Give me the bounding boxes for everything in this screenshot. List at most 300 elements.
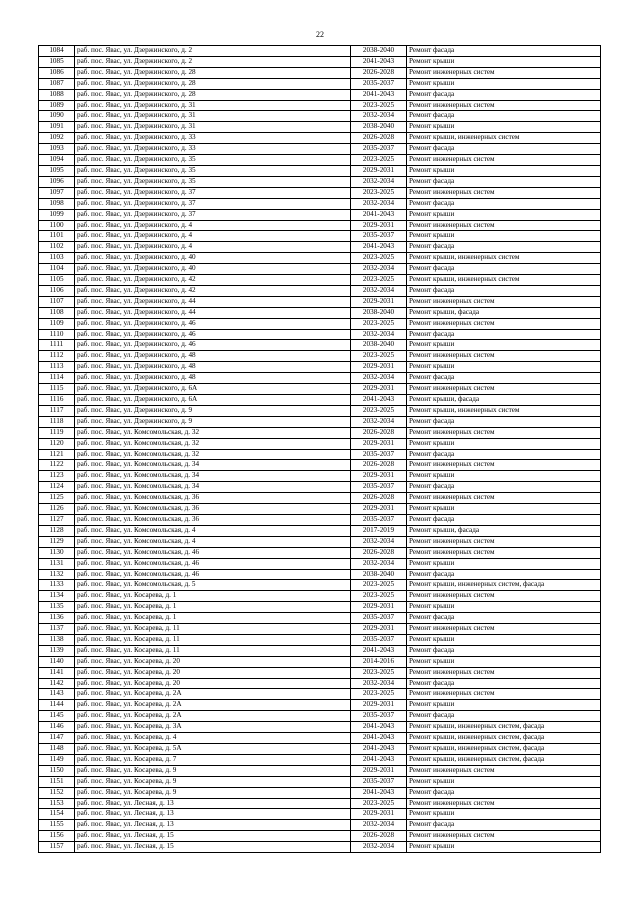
row-number: 1149 [39, 754, 75, 765]
row-number: 1093 [39, 144, 75, 155]
table-row [39, 176, 601, 187]
address-cell: раб. пос. Явас, ул. Дзержинского, д. 42 [75, 285, 351, 296]
work-type-cell: Ремонт инженерных систем [407, 155, 601, 166]
address-cell: раб. пос. Явас, ул. Лесная, д. 15 [75, 831, 351, 842]
table-row [39, 405, 601, 416]
work-type-cell: Ремонт фасада [407, 242, 601, 253]
address-cell: раб. пос. Явас, ул. Косарева, д. 9 [75, 787, 351, 798]
period-cell: 2041-2043 [351, 395, 407, 406]
work-type-cell: Ремонт инженерных систем [407, 536, 601, 547]
table-row [39, 460, 601, 471]
row-number: 1099 [39, 209, 75, 220]
table-row [39, 591, 601, 602]
address-cell: раб. пос. Явас, ул. Дзержинского, д. 9 [75, 416, 351, 427]
address-cell: раб. пос. Явас, ул. Дзержинского, д. 2 [75, 46, 351, 57]
row-number: 1104 [39, 264, 75, 275]
table-row [39, 165, 601, 176]
row-number: 1155 [39, 820, 75, 831]
table-row [39, 427, 601, 438]
row-number: 1092 [39, 133, 75, 144]
row-number: 1146 [39, 722, 75, 733]
table-row [39, 155, 601, 166]
row-number: 1094 [39, 155, 75, 166]
period-cell: 2032-2034 [351, 842, 407, 853]
period-cell: 2026-2028 [351, 493, 407, 504]
work-type-cell: Ремонт крыши [407, 362, 601, 373]
work-type-cell: Ремонт фасада [407, 111, 601, 122]
work-type-cell: Ремонт крыши, инженерных систем, фасада [407, 580, 601, 591]
table-row [39, 253, 601, 264]
table-row [39, 373, 601, 384]
table-row [39, 831, 601, 842]
period-cell: 2029-2031 [351, 765, 407, 776]
period-cell: 2014-2016 [351, 656, 407, 667]
period-cell: 2029-2031 [351, 438, 407, 449]
address-cell: раб. пос. Явас, ул. Комсомольская, д. 36 [75, 514, 351, 525]
work-type-cell: Ремонт крыши [407, 602, 601, 613]
period-cell: 2029-2031 [351, 165, 407, 176]
table-row [39, 416, 601, 427]
work-type-cell: Ремонт крыши, фасада [407, 395, 601, 406]
address-cell: раб. пос. Явас, ул. Дзержинского, д. 31 [75, 100, 351, 111]
period-cell: 2035-2037 [351, 634, 407, 645]
table-row [39, 645, 601, 656]
address-cell: раб. пос. Явас, ул. Дзержинского, д. 33 [75, 144, 351, 155]
table-row [39, 765, 601, 776]
row-number: 1086 [39, 67, 75, 78]
table-row [39, 144, 601, 155]
period-cell: 2032-2034 [351, 558, 407, 569]
row-number: 1107 [39, 296, 75, 307]
row-number: 1153 [39, 798, 75, 809]
row-number: 1087 [39, 78, 75, 89]
table-row [39, 46, 601, 57]
table-row [39, 307, 601, 318]
address-cell: раб. пос. Явас, ул. Косарева, д. 3А [75, 722, 351, 733]
work-type-cell: Ремонт фасада [407, 46, 601, 57]
table-row [39, 744, 601, 755]
work-type-cell: Ремонт крыши [407, 558, 601, 569]
row-number: 1144 [39, 700, 75, 711]
period-cell: 2023-2025 [351, 253, 407, 264]
period-cell: 2026-2028 [351, 831, 407, 842]
work-type-cell: Ремонт крыши [407, 656, 601, 667]
period-cell: 2041-2043 [351, 56, 407, 67]
period-cell: 2041-2043 [351, 744, 407, 755]
work-type-cell: Ремонт крыши, инженерных систем [407, 405, 601, 416]
period-cell: 2032-2034 [351, 373, 407, 384]
table-row [39, 580, 601, 591]
address-cell: раб. пос. Явас, ул. Косарева, д. 1 [75, 613, 351, 624]
period-cell: 2023-2025 [351, 318, 407, 329]
period-cell: 2023-2025 [351, 689, 407, 700]
row-number: 1090 [39, 111, 75, 122]
row-number: 1141 [39, 667, 75, 678]
table-row [39, 820, 601, 831]
address-cell: раб. пос. Явас, ул. Дзержинского, д. 2 [75, 56, 351, 67]
row-number: 1120 [39, 438, 75, 449]
row-number: 1123 [39, 471, 75, 482]
work-type-cell: Ремонт фасада [407, 449, 601, 460]
row-number: 1150 [39, 765, 75, 776]
address-cell: раб. пос. Явас, ул. Косарева, д. 20 [75, 678, 351, 689]
table-row [39, 89, 601, 100]
period-cell: 2038-2040 [351, 307, 407, 318]
row-number: 1133 [39, 580, 75, 591]
table-row [39, 56, 601, 67]
table-row [39, 285, 601, 296]
period-cell: 2038-2040 [351, 340, 407, 351]
row-number: 1143 [39, 689, 75, 700]
address-cell: раб. пос. Явас, ул. Комсомольская, д. 4 [75, 525, 351, 536]
period-cell: 2032-2034 [351, 111, 407, 122]
row-number: 1128 [39, 525, 75, 536]
work-type-cell: Ремонт фасада [407, 89, 601, 100]
period-cell: 2038-2040 [351, 569, 407, 580]
period-cell: 2023-2025 [351, 798, 407, 809]
period-cell: 2035-2037 [351, 449, 407, 460]
row-number: 1106 [39, 285, 75, 296]
period-cell: 2041-2043 [351, 645, 407, 656]
row-number: 1132 [39, 569, 75, 580]
address-cell: раб. пос. Явас, ул. Комсомольская, д. 36 [75, 493, 351, 504]
table-row [39, 362, 601, 373]
work-type-cell: Ремонт инженерных систем [407, 831, 601, 842]
period-cell: 2041-2043 [351, 733, 407, 744]
row-number: 1140 [39, 656, 75, 667]
row-number: 1116 [39, 395, 75, 406]
table-row [39, 275, 601, 286]
work-type-cell: Ремонт фасада [407, 569, 601, 580]
table-body [39, 46, 601, 853]
period-cell: 2032-2034 [351, 176, 407, 187]
work-type-cell: Ремонт фасада [407, 264, 601, 275]
address-cell: раб. пос. Явас, ул. Комсомольская, д. 32 [75, 449, 351, 460]
work-type-cell: Ремонт крыши [407, 634, 601, 645]
period-cell: 2029-2031 [351, 362, 407, 373]
row-number: 1157 [39, 842, 75, 853]
work-type-cell: Ремонт крыши [407, 231, 601, 242]
row-number: 1134 [39, 591, 75, 602]
row-number: 1125 [39, 493, 75, 504]
period-cell: 2023-2025 [351, 667, 407, 678]
work-type-cell: Ремонт инженерных систем [407, 100, 601, 111]
work-type-cell: Ремонт крыши [407, 809, 601, 820]
work-type-cell: Ремонт фасада [407, 176, 601, 187]
row-number: 1135 [39, 602, 75, 613]
address-cell: раб. пос. Явас, ул. Дзержинского, д. 37 [75, 187, 351, 198]
table-row [39, 133, 601, 144]
address-cell: раб. пос. Явас, ул. Комсомольская, д. 32 [75, 438, 351, 449]
period-cell: 2026-2028 [351, 547, 407, 558]
row-number: 1084 [39, 46, 75, 57]
work-type-cell: Ремонт крыши [407, 165, 601, 176]
work-type-cell: Ремонт инженерных систем [407, 798, 601, 809]
address-cell: раб. пос. Явас, ул. Косарева, д. 2А [75, 700, 351, 711]
repair-schedule-table [38, 45, 601, 853]
row-number: 1122 [39, 460, 75, 471]
table-row [39, 656, 601, 667]
period-cell: 2038-2040 [351, 46, 407, 57]
row-number: 1151 [39, 776, 75, 787]
address-cell: раб. пос. Явас, ул. Комсомольская, д. 32 [75, 427, 351, 438]
address-cell: раб. пос. Явас, ул. Дзержинского, д. 46 [75, 318, 351, 329]
row-number: 1112 [39, 351, 75, 362]
period-cell: 2032-2034 [351, 285, 407, 296]
period-cell: 2041-2043 [351, 209, 407, 220]
period-cell: 2023-2025 [351, 405, 407, 416]
work-type-cell: Ремонт фасада [407, 645, 601, 656]
period-cell: 2029-2031 [351, 296, 407, 307]
address-cell: раб. пос. Явас, ул. Дзержинского, д. 35 [75, 176, 351, 187]
period-cell: 2029-2031 [351, 471, 407, 482]
work-type-cell: Ремонт крыши [407, 700, 601, 711]
table-row [39, 264, 601, 275]
row-number: 1091 [39, 122, 75, 133]
row-number: 1127 [39, 514, 75, 525]
table-row [39, 231, 601, 242]
row-number: 1103 [39, 253, 75, 264]
address-cell: раб. пос. Явас, ул. Дзержинского, д. 4 [75, 231, 351, 242]
table-row [39, 122, 601, 133]
period-cell: 2032-2034 [351, 416, 407, 427]
work-type-cell: Ремонт крыши [407, 471, 601, 482]
table-row [39, 514, 601, 525]
table-row [39, 351, 601, 362]
address-cell: раб. пос. Явас, ул. Косарева, д. 20 [75, 656, 351, 667]
period-cell: 2041-2043 [351, 754, 407, 765]
address-cell: раб. пос. Явас, ул. Дзержинского, д. 4 [75, 220, 351, 231]
work-type-cell: Ремонт фасада [407, 482, 601, 493]
period-cell: 2023-2025 [351, 580, 407, 591]
work-type-cell: Ремонт инженерных систем [407, 689, 601, 700]
row-number: 1118 [39, 416, 75, 427]
period-cell: 2035-2037 [351, 776, 407, 787]
row-number: 1088 [39, 89, 75, 100]
work-type-cell: Ремонт крыши [407, 209, 601, 220]
address-cell: раб. пос. Явас, ул. Дзержинского, д. 9 [75, 405, 351, 416]
period-cell: 2023-2025 [351, 187, 407, 198]
address-cell: раб. пос. Явас, ул. Дзержинского, д. 44 [75, 296, 351, 307]
table-row [39, 634, 601, 645]
table-row [39, 613, 601, 624]
work-type-cell: Ремонт фасада [407, 373, 601, 384]
table-row [39, 558, 601, 569]
address-cell: раб. пос. Явас, ул. Комсомольская, д. 5 [75, 580, 351, 591]
address-cell: раб. пос. Явас, ул. Комсомольская, д. 46 [75, 547, 351, 558]
row-number: 1089 [39, 100, 75, 111]
period-cell: 2029-2031 [351, 220, 407, 231]
address-cell: раб. пос. Явас, ул. Дзержинского, д. 48 [75, 351, 351, 362]
table-row [39, 569, 601, 580]
table-row [39, 700, 601, 711]
work-type-cell: Ремонт фасада [407, 787, 601, 798]
work-type-cell: Ремонт крыши [407, 504, 601, 515]
row-number: 1110 [39, 329, 75, 340]
work-type-cell: Ремонт крыши [407, 776, 601, 787]
table-row [39, 318, 601, 329]
table-row [39, 547, 601, 558]
period-cell: 2023-2025 [351, 155, 407, 166]
row-number: 1130 [39, 547, 75, 558]
row-number: 1117 [39, 405, 75, 416]
page-number: 22 [316, 30, 324, 39]
row-number: 1142 [39, 678, 75, 689]
address-cell: раб. пос. Явас, ул. Лесная, д. 13 [75, 809, 351, 820]
table-row [39, 471, 601, 482]
address-cell: раб. пос. Явас, ул. Дзержинского, д. 48 [75, 373, 351, 384]
table-row [39, 689, 601, 700]
period-cell: 2032-2034 [351, 678, 407, 689]
work-type-cell: Ремонт крыши, инженерных систем, фасада [407, 722, 601, 733]
table-row [39, 340, 601, 351]
work-type-cell: Ремонт фасада [407, 329, 601, 340]
period-cell: 2032-2034 [351, 198, 407, 209]
table-row [39, 798, 601, 809]
work-type-cell: Ремонт инженерных систем [407, 427, 601, 438]
address-cell: раб. пос. Явас, ул. Лесная, д. 13 [75, 820, 351, 831]
address-cell: раб. пос. Явас, ул. Дзержинского, д. 6А [75, 384, 351, 395]
table-row [39, 395, 601, 406]
row-number: 1111 [39, 340, 75, 351]
table-row [39, 842, 601, 853]
address-cell: раб. пос. Явас, ул. Косарева, д. 11 [75, 645, 351, 656]
address-cell: раб. пос. Явас, ул. Косарева, д. 4 [75, 733, 351, 744]
work-type-cell: Ремонт крыши, фасада [407, 307, 601, 318]
row-number: 1148 [39, 744, 75, 755]
work-type-cell: Ремонт крыши, инженерных систем, фасада [407, 733, 601, 744]
address-cell: раб. пос. Явас, ул. Косарева, д. 5А [75, 744, 351, 755]
work-type-cell: Ремонт крыши [407, 122, 601, 133]
address-cell: раб. пос. Явас, ул. Дзержинского, д. 46 [75, 329, 351, 340]
work-type-cell: Ремонт крыши, инженерных систем [407, 253, 601, 264]
row-number: 1154 [39, 809, 75, 820]
work-type-cell: Ремонт крыши [407, 842, 601, 853]
period-cell: 2029-2031 [351, 384, 407, 395]
table-row [39, 482, 601, 493]
period-cell: 2029-2031 [351, 809, 407, 820]
table-row [39, 787, 601, 798]
address-cell: раб. пос. Явас, ул. Косарева, д. 20 [75, 667, 351, 678]
period-cell: 2029-2031 [351, 700, 407, 711]
work-type-cell: Ремонт крыши, инженерных систем [407, 133, 601, 144]
address-cell: раб. пос. Явас, ул. Косарева, д. 1 [75, 591, 351, 602]
work-type-cell: Ремонт инженерных систем [407, 187, 601, 198]
table-row [39, 722, 601, 733]
row-number: 1102 [39, 242, 75, 253]
work-type-cell: Ремонт инженерных систем [407, 460, 601, 471]
table-row [39, 296, 601, 307]
work-type-cell: Ремонт фасада [407, 711, 601, 722]
address-cell: раб. пос. Явас, ул. Дзержинского, д. 28 [75, 78, 351, 89]
row-number: 1131 [39, 558, 75, 569]
address-cell: раб. пос. Явас, ул. Комсомольская, д. 46 [75, 569, 351, 580]
work-type-cell: Ремонт инженерных систем [407, 67, 601, 78]
table-row [39, 242, 601, 253]
period-cell: 2029-2031 [351, 504, 407, 515]
period-cell: 2035-2037 [351, 144, 407, 155]
row-number: 1139 [39, 645, 75, 656]
address-cell: раб. пос. Явас, ул. Дзержинского, д. 31 [75, 122, 351, 133]
work-type-cell: Ремонт фасада [407, 416, 601, 427]
period-cell: 2041-2043 [351, 89, 407, 100]
table-row [39, 504, 601, 515]
table-row [39, 329, 601, 340]
work-type-cell: Ремонт инженерных систем [407, 765, 601, 776]
address-cell: раб. пос. Явас, ул. Комсомольская, д. 34 [75, 460, 351, 471]
row-number: 1108 [39, 307, 75, 318]
table-row [39, 525, 601, 536]
row-number: 1137 [39, 624, 75, 635]
period-cell: 2029-2031 [351, 624, 407, 635]
row-number: 1098 [39, 198, 75, 209]
table-row [39, 493, 601, 504]
period-cell: 2032-2034 [351, 536, 407, 547]
period-cell: 2035-2037 [351, 78, 407, 89]
address-cell: раб. пос. Явас, ул. Комсомольская, д. 46 [75, 558, 351, 569]
period-cell: 2026-2028 [351, 133, 407, 144]
address-cell: раб. пос. Явас, ул. Комсомольская, д. 34 [75, 482, 351, 493]
address-cell: раб. пос. Явас, ул. Косарева, д. 11 [75, 634, 351, 645]
table-row [39, 438, 601, 449]
work-type-cell: Ремонт инженерных систем [407, 624, 601, 635]
table-row [39, 602, 601, 613]
work-type-cell: Ремонт крыши, инженерных систем, фасада [407, 754, 601, 765]
row-number: 1115 [39, 384, 75, 395]
work-type-cell: Ремонт фасада [407, 198, 601, 209]
address-cell: раб. пос. Явас, ул. Косарева, д. 9 [75, 776, 351, 787]
work-type-cell: Ремонт крыши [407, 438, 601, 449]
table-row [39, 111, 601, 122]
row-number: 1113 [39, 362, 75, 373]
work-type-cell: Ремонт крыши, инженерных систем [407, 275, 601, 286]
table-row [39, 754, 601, 765]
row-number: 1129 [39, 536, 75, 547]
table-row [39, 198, 601, 209]
work-type-cell: Ремонт инженерных систем [407, 547, 601, 558]
period-cell: 2026-2028 [351, 67, 407, 78]
work-type-cell: Ремонт инженерных систем [407, 591, 601, 602]
address-cell: раб. пос. Явас, ул. Косарева, д. 2А [75, 711, 351, 722]
table-row [39, 67, 601, 78]
table-row [39, 667, 601, 678]
row-number: 1136 [39, 613, 75, 624]
row-number: 1096 [39, 176, 75, 187]
work-type-cell: Ремонт инженерных систем [407, 384, 601, 395]
address-cell: раб. пос. Явас, ул. Дзержинского, д. 40 [75, 264, 351, 275]
work-type-cell: Ремонт инженерных систем [407, 493, 601, 504]
address-cell: раб. пос. Явас, ул. Комсомольская, д. 36 [75, 504, 351, 515]
period-cell: 2017-2019 [351, 525, 407, 536]
address-cell: раб. пос. Явас, ул. Дзержинского, д. 33 [75, 133, 351, 144]
work-type-cell: Ремонт инженерных систем [407, 318, 601, 329]
row-number: 1147 [39, 733, 75, 744]
row-number: 1126 [39, 504, 75, 515]
period-cell: 2026-2028 [351, 460, 407, 471]
table-row [39, 100, 601, 111]
period-cell: 2023-2025 [351, 100, 407, 111]
table-row [39, 187, 601, 198]
period-cell: 2032-2034 [351, 264, 407, 275]
address-cell: раб. пос. Явас, ул. Дзержинского, д. 37 [75, 209, 351, 220]
table-row [39, 209, 601, 220]
period-cell: 2035-2037 [351, 482, 407, 493]
period-cell: 2041-2043 [351, 722, 407, 733]
period-cell: 2035-2037 [351, 231, 407, 242]
row-number: 1105 [39, 275, 75, 286]
address-cell: раб. пос. Явас, ул. Дзержинского, д. 31 [75, 111, 351, 122]
address-cell: раб. пос. Явас, ул. Косарева, д. 2А [75, 689, 351, 700]
